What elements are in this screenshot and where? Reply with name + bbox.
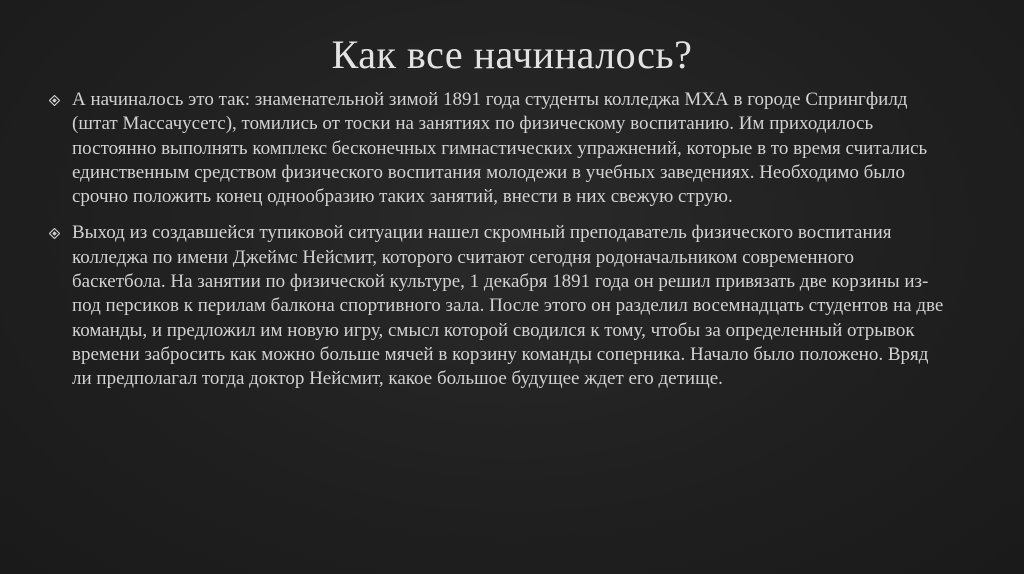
bullet-text-1: А начиналось это так: знаменательной зимой 1891 года студенты колледжа МХА в городе Спрингфилд (штат Массачусетс), томились от тоски на занятиях по физическому воспитанию. Им приходилось постоянно выполнять комплекс бесконечных гимнастических упражнений, которые в то время считались единственным средством физического воспитания молодежи в учебных заведениях. Необходимо было срочно положить конец однообразию таких занятий, внести в них свежую струю. (72, 89, 928, 208)
bullet-list (44, 88, 944, 404)
bullet-item-1 (44, 88, 944, 209)
bullet-text-2: Выход из создавшейся тупиковой ситуации нашел скромный преподаватель физического воспитания колледжа по имени Джеймс Нейсмит, которого считают сегодня родоначальником современного баскетбола. На занятии по физической культуре, 1 декабря 1891 года он решил привязать две корзины из-под персиков к перилам балкона спортивного зала. После этого он разделил восемнадцать студентов на две команды, и предложил им новую игру, смысл которой сводился к тому, чтобы за определенный отрывок времени забросить как можно больше мячей в корзину команды соперника. Начало было положено. Вряд ли предполагал тогда доктор Нейсмит, какое большое будущее ждет его детище. (72, 222, 944, 390)
diamond-bullet-icon (49, 228, 60, 239)
slide-title: Как все начиналось? (331, 32, 693, 77)
diamond-bullet-icon (49, 95, 60, 106)
bullet-item-2 (44, 221, 944, 391)
